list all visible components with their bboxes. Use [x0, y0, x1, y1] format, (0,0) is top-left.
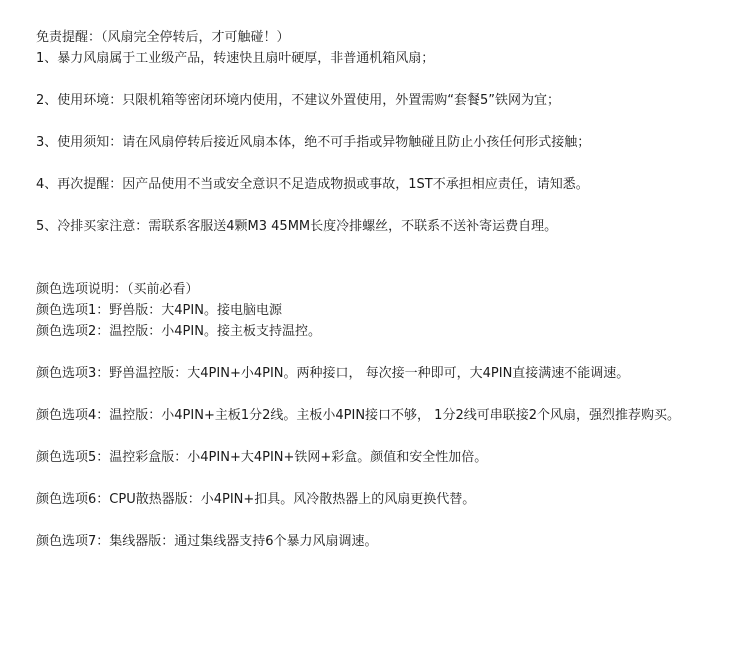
spacer: [36, 69, 726, 90]
product-notice-document: [36, 27, 726, 552]
disclaimer-item-4: 4、再次提醒：因产品使用不当或安全意识不足造成物损或事故，1ST不承担相应责任，请知悉。: [36, 177, 589, 192]
spacer: [36, 468, 726, 489]
color-option-2: 颜色选项2：温控版：小4PIN。接主板支持温控。: [36, 324, 321, 339]
spacer: [36, 153, 726, 174]
disclaimer-item-2: 2、使用环境：只限机箱等密闭环境内使用，不建议外置使用，外置需购“套餐5”铁网为宜；: [36, 93, 561, 108]
spacer: [36, 111, 726, 132]
color-option-7: 颜色选项7：集线器版：通过集线器支持6个暴力风扇调速。: [36, 534, 378, 549]
color-option-6: 颜色选项6：CPU散热器版：小4PIN+扣具。风冷散热器上的风扇更换代替。: [36, 492, 476, 507]
disclaimer-item-1: 1、暴力风扇属于工业级产品，转速快且扇叶硬厚，非普通机箱风扇；: [36, 51, 435, 66]
spacer: [36, 195, 726, 216]
spacer: [36, 384, 726, 405]
spacer: [36, 342, 726, 363]
color-option-4: 颜色选项4：温控版：小4PIN+主板1分2线。主板小4PIN接口不够， 1分2线可串联接2个风扇，强烈推荐购买。: [36, 408, 680, 423]
disclaimer-item-3: 3、使用须知：请在风扇停转后接近风扇本体，绝不可手指或异物触碰且防止小孩任何形式接触；: [36, 135, 591, 150]
color-options-heading: 颜色选项说明：（买前必看）: [36, 282, 199, 297]
section-spacer: [36, 237, 726, 279]
spacer: [36, 510, 726, 531]
spacer: [36, 426, 726, 447]
disclaimer-heading: 免责提醒：（风扇完全停转后，才可触碰！）: [36, 30, 290, 45]
disclaimer-item-5: 5、冷排买家注意：需联系客服送4颗M3 45MM长度冷排螺丝，不联系不送补寄运费自理。: [36, 219, 558, 234]
color-option-1: 颜色选项1：野兽版：大4PIN。接电脑电源: [36, 303, 282, 318]
color-option-5: 颜色选项5：温控彩盒版：小4PIN+大4PIN+铁网+彩盒。颜值和安全性加倍。: [36, 450, 488, 465]
color-option-3: 颜色选项3：野兽温控版：大4PIN+小4PIN。两种接口， 每次接一种即可，大4PIN直接满速不能调速。: [36, 366, 630, 381]
